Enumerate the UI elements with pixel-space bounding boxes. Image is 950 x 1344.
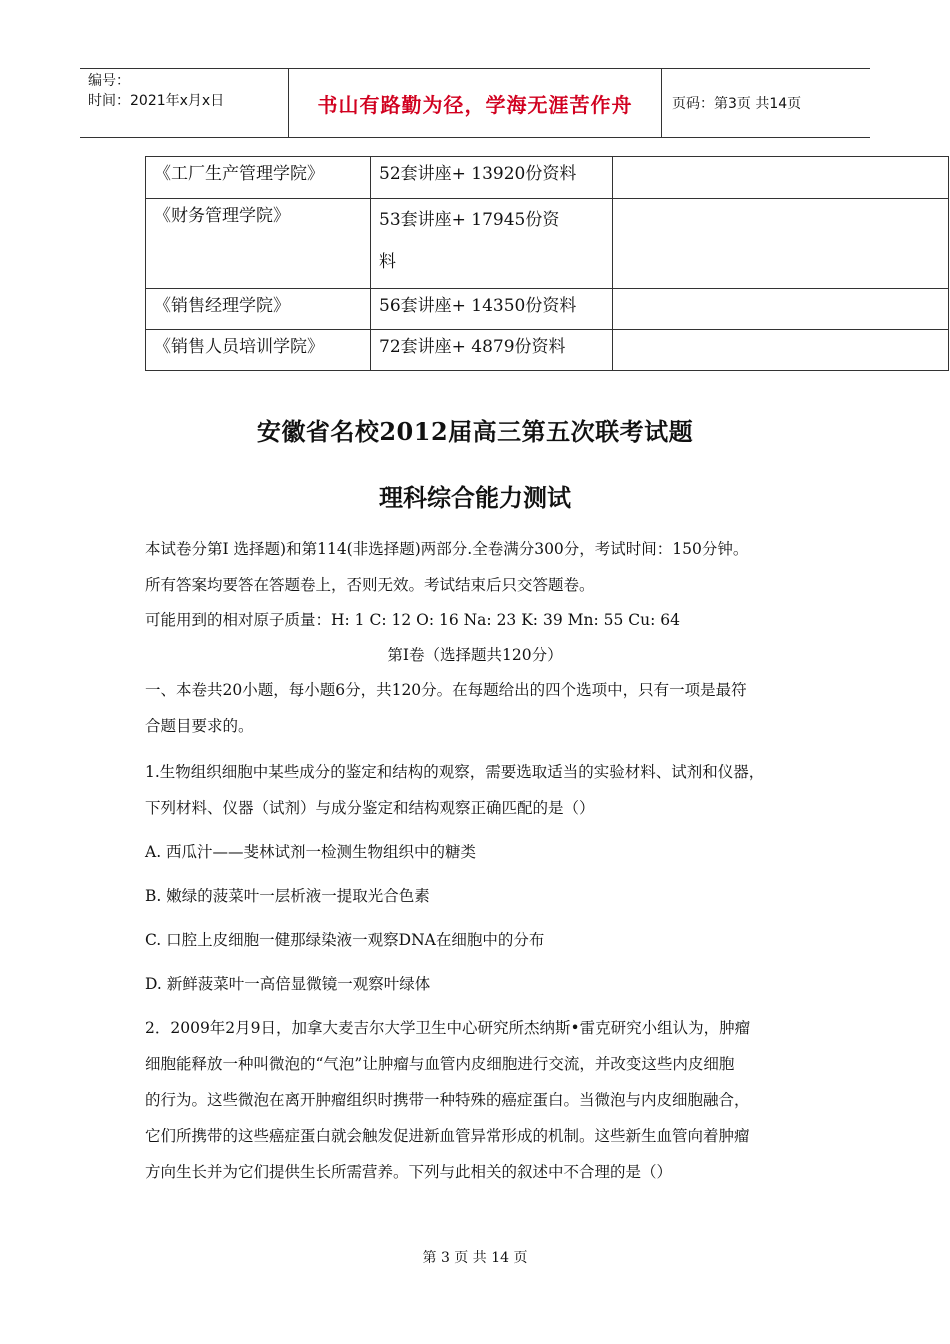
header-page-info: 页码：第3页 共14页	[672, 96, 802, 112]
catalogue-table	[145, 156, 949, 371]
intro-line: 所有答案均要答在答题卷上，否则无效。考试结束后只交答题卷。	[145, 576, 595, 594]
page-footer: 第 3 页 共 14 页	[422, 1250, 528, 1266]
table-cell-content: 52套讲座+ 13920份资料	[371, 157, 613, 199]
question-2-line: 方向生长并为它们提供生长所需营养。下列与此相关的叙述中不合理的是（）	[145, 1163, 673, 1181]
table-cell-name: 《销售经理学院》	[146, 289, 371, 330]
table-cell-name-text: 《财务管理学院》	[154, 206, 290, 226]
table-cell-name	[146, 199, 371, 289]
table-cell-empty	[613, 199, 949, 289]
atomic-mass-line: 可能用到的相对原子质量：H: 1 C: 12 O: 16 Na: 23 K: 39 Mn: 55 Cu: 64	[145, 611, 680, 629]
exam-title: 安徽省名校2012届高三第五次联考试题	[256, 417, 694, 446]
table-cell-empty	[613, 289, 949, 330]
question-2-line: 2．2009年2月9日，加拿大麦吉尔大学卫生中心研究所杰纳斯•雷克研究小组认为，肿瘤	[145, 1019, 751, 1037]
question-2-line: 它们所携带的这些癌症蛋白就会触发促进新血管异常形成的机制。这些新生血管向着肿瘤	[145, 1127, 750, 1145]
table-row	[146, 199, 949, 289]
question-1-option-d: D. 新鲜菠菜叶一高倍显微镜一观察叶绿体	[145, 975, 431, 993]
table-cell-content-line: 53套讲座+ 17945份资	[379, 210, 560, 230]
instruction-line: 一、本卷共20小题，每小题6分，共120分。在每题给出的四个选项中，只有一项是最符	[145, 681, 747, 699]
table-row	[146, 289, 949, 330]
page-header	[80, 68, 870, 138]
header-meta	[80, 69, 288, 137]
doc-number-label: 编号：	[88, 73, 130, 89]
question-1-line: 1.生物组织细胞中某些成分的鉴定和结构的观察，需要选取适当的实验材料、试剂和仪器，	[145, 763, 765, 781]
doc-time-label: 时间：2021年x月x日	[88, 93, 225, 109]
question-1-option-c: C. 口腔上皮细胞一健那绿染液一观察DNA在细胞中的分布	[145, 931, 545, 949]
header-motto: 书山有路勤为径，学海无涯苦作舟	[288, 69, 662, 137]
question-1-line: 下列材料、仪器（试剂）与成分鉴定和结构观察正确匹配的是（）	[145, 799, 595, 817]
table-cell-name: 《工厂生产管理学院》	[146, 157, 371, 199]
table-cell-empty	[613, 157, 949, 199]
intro-line: 本试卷分第Ⅰ 选择题)和第114(非选择题)两部分.全卷满分300分，考试时间：150分钟。	[145, 540, 749, 558]
table-row	[146, 157, 949, 199]
table-cell-content: 72套讲座+ 4879份资料	[371, 330, 613, 371]
table-cell-content: 56套讲座+ 14350份资料	[371, 289, 613, 330]
instruction-line: 合题目要求的。	[145, 717, 254, 735]
table-cell-content	[371, 199, 613, 289]
table-row	[146, 330, 949, 371]
question-2-line: 的行为。这些微泡在离开肿瘤组织时携带一种特殊的癌症蛋白。当微泡与内皮细胞融合，	[145, 1091, 750, 1109]
table-cell-name: 《销售人员培训学院》	[146, 330, 371, 371]
exam-subtitle: 理科综合能力测试	[379, 483, 571, 512]
table-cell-content-line: 料	[379, 252, 396, 272]
question-2-line: 细胞能释放一种叫微泡的“气泡”让肿瘤与血管内皮细胞进行交流，并改变这些内皮细胞	[145, 1055, 735, 1073]
section-heading: 第Ⅰ卷（选择题共120分）	[387, 646, 563, 664]
table-cell-empty	[613, 330, 949, 371]
question-1-option-b: B. 嫩绿的菠菜叶一层析液一提取光合色素	[145, 887, 430, 905]
question-1-option-a: A. 西瓜汁——斐林试剂一检测生物组织中的糖类	[145, 843, 477, 861]
